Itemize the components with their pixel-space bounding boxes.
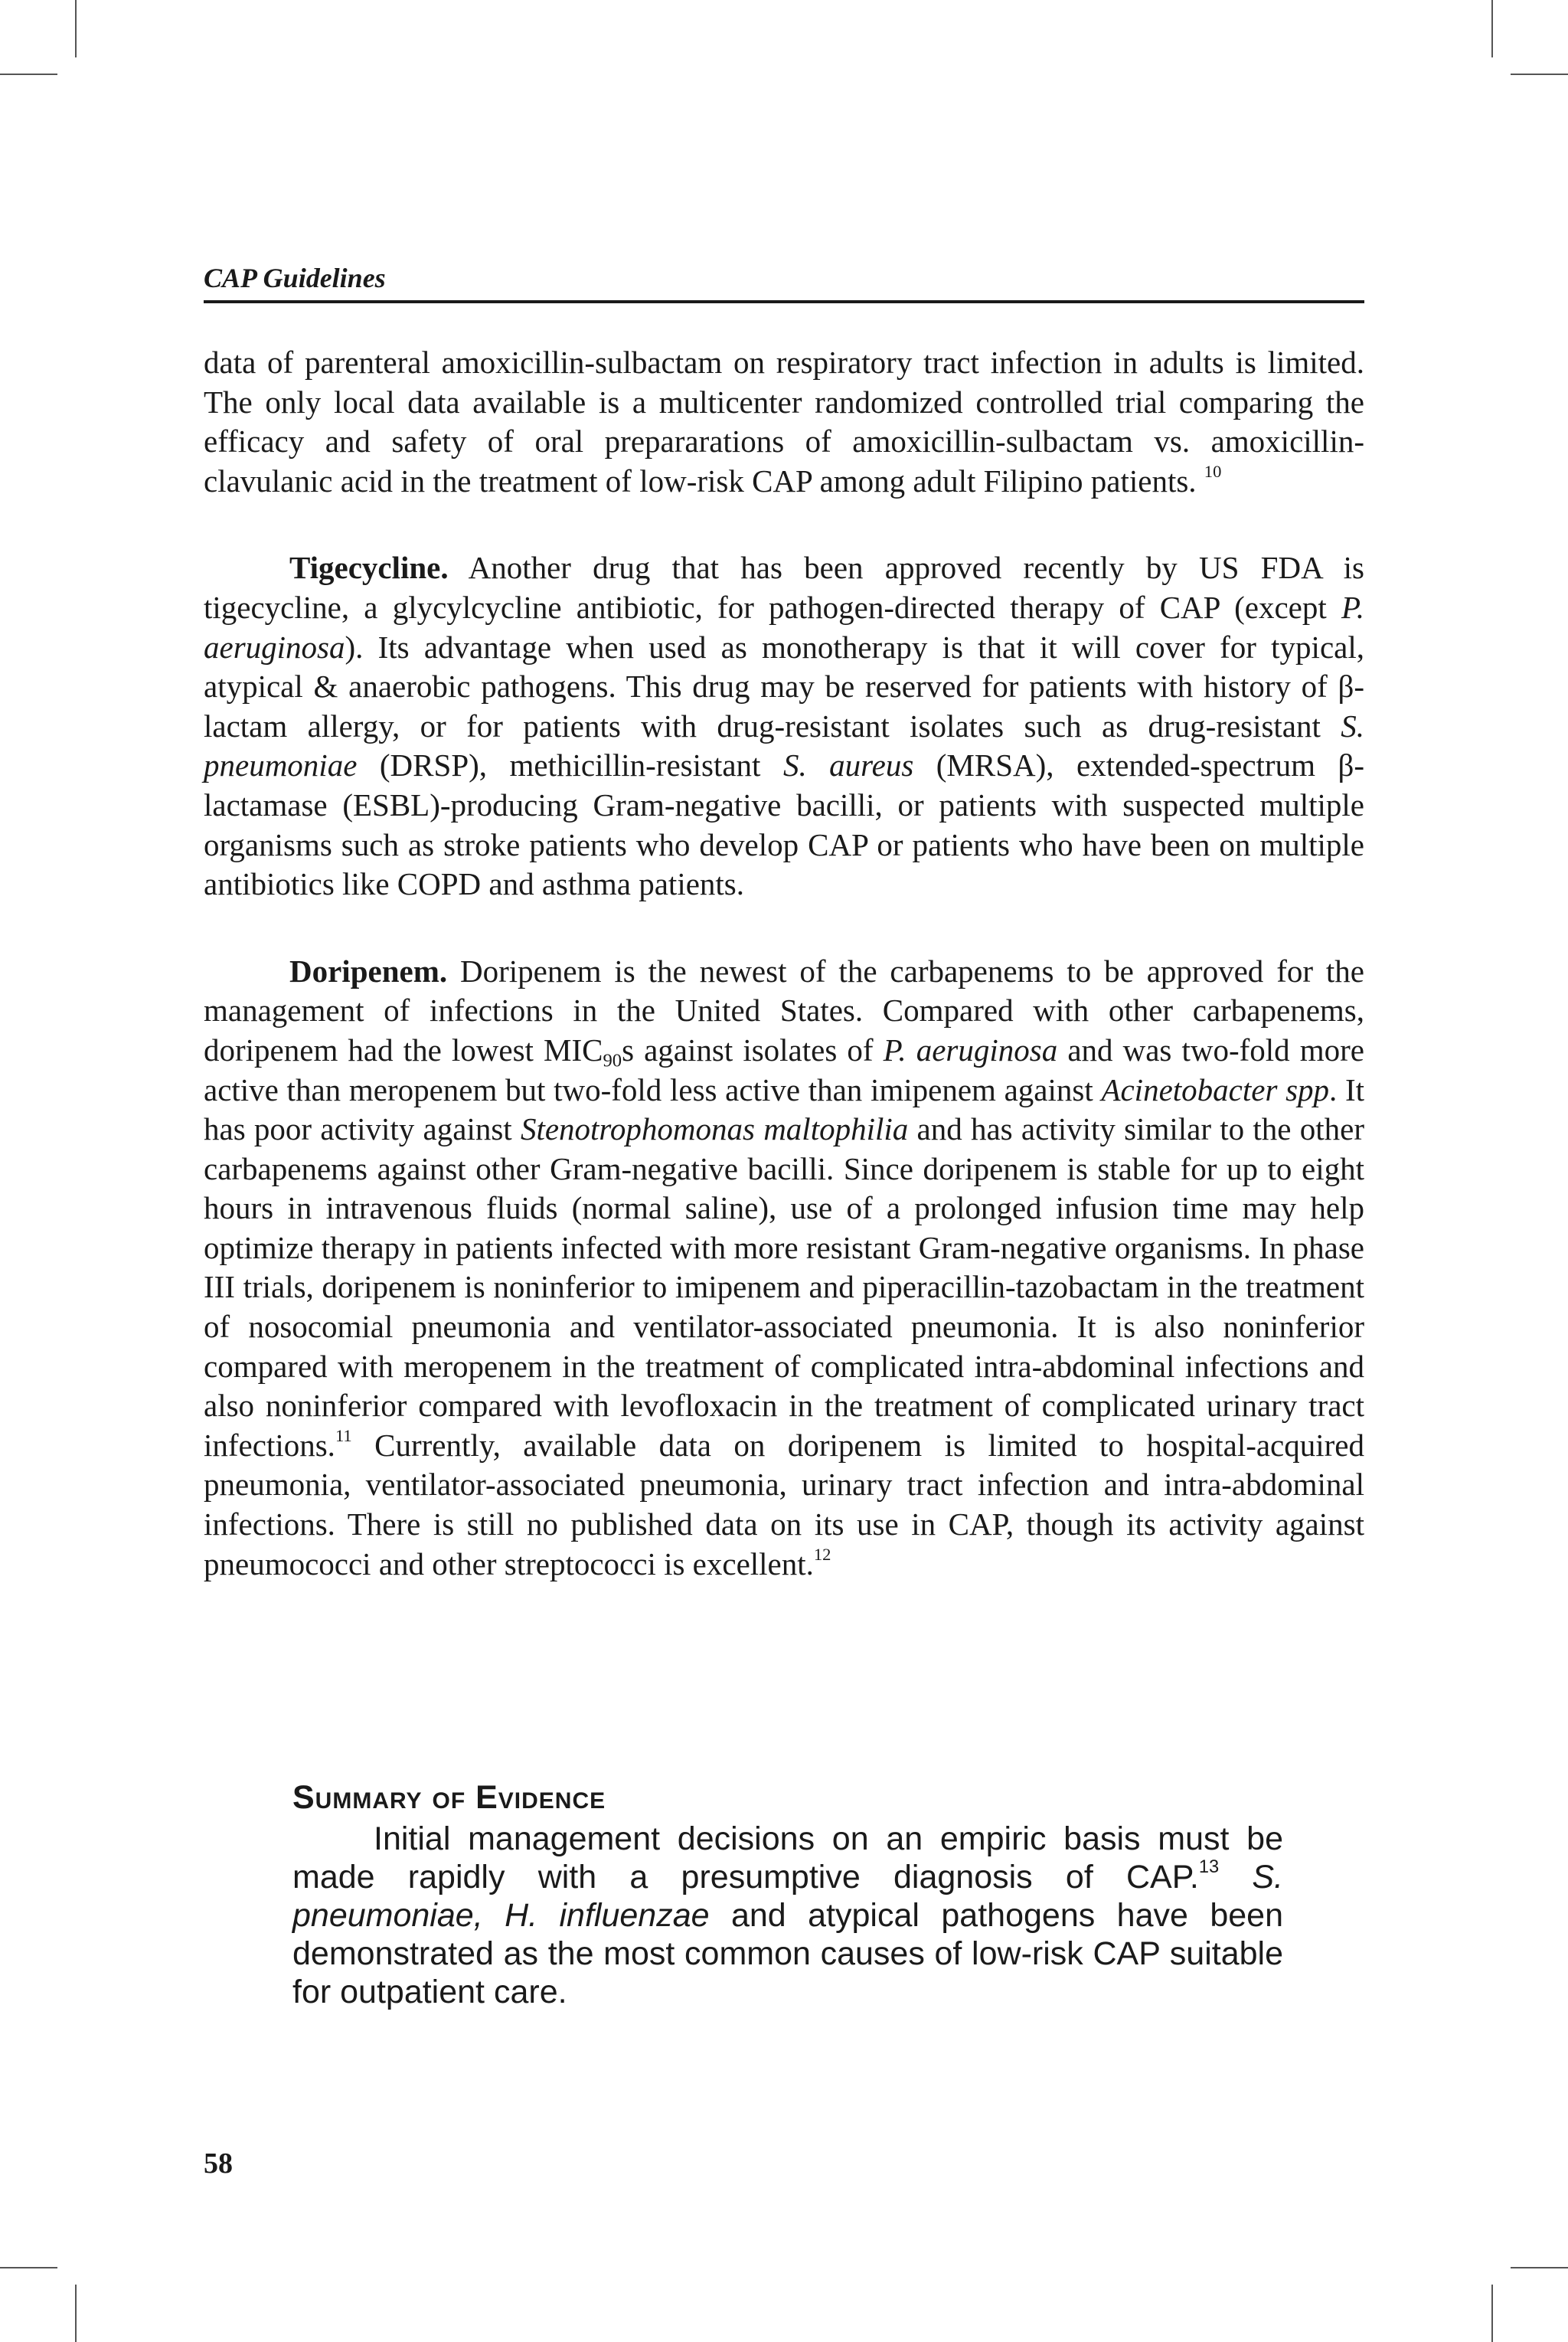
crop-mark — [75, 0, 77, 57]
crop-mark — [1491, 0, 1493, 57]
header-rule — [204, 300, 1364, 303]
reference-11: 11 — [335, 1425, 352, 1445]
paragraph-tigecycline: Tigecycline. Another drug that has been approved recently by US FDA is tigecycline, a glycylcycline antibiotic, for pathogen-directed therapy of CAP (except P. aeruginosa). Its advantage when used as monotherapy is that it will cover for typical, atypical & anaerobic pathogens. This drug may be reserved for patients with history of β-lactam allergy, or for patients with drug-resistant isolates such as drug-resistant S. pneumoniae (DRSP), methicillin-resistant S. aureus (MRSA), extended-spectrum β-lactamase (ESBL)-producing Gram-negative bacilli, or patients with suspected multiple organisms such as stroke patients who develop CAP or patients who have been on multiple antibiotics like COPD and asthma patients. — [204, 550, 1364, 902]
summary-paragraph: Initial management decisions on an empiric basis must be made rapidly with a presumptive diagnosis of CAP.$^{13}$ S. pneumoniae, H. influenzae and atypical pathogens have been demonstrated as the most common causes of low-risk CAP suitable for outpatient care. — [292, 1820, 1283, 2010]
page-number: 58 — [204, 2147, 233, 2180]
paragraph-doripenem: Doripenem. Doripenem is the newest of the carbapenems to be approved for the management of infections in the United States. Compared with other carbapenems, doripenem had the lowest $MIC_{90}s$ against isolates of P. aeruginosa and was two-fold more active than meropenem but two-fold less active than imipenem against Acinetobacter spp. It has poor activity against Stenotrophomonas maltophilia and has activity similar to the other carbapenems against other Gram-negative bacilli. Since doripenem is stable for up to eight hours in intravenous fluids (normal saline), use of a prolonged infusion time may help optimize therapy in patients infected with more resistant Gram-negative organisms. In phase III trials, doripenem is noninferior to imipenem and piperacillin-tazobactam in the treatment of nosocomial pneumonia and ventilator-associated pneumonia. It is also noninferior compared with meropenem in the treatment of complicated intra-abdominal infections and also noninferior compared with levofloxacin in the treatment of complicated urinary tract infections.$^{11}$ Currently, available data on doripenem is limited to hospital-acquired pneumonia, ventilator-associated pneumonia, urinary tract infection and intra-abdominal infections. There is still no published data on its use in CAP, though its activity against pneumococci and other streptococci is excellent.$^{12}$ — [204, 953, 1365, 1582]
tigecycline-heading: Tigecycline. — [289, 550, 449, 586]
crop-mark — [1491, 2285, 1493, 2342]
crop-mark — [0, 74, 57, 75]
doripenem-heading: Doripenem. — [289, 953, 448, 989]
body-text — [204, 343, 1364, 1631]
paragraph-continuation: data of parenteral amoxicillin-sulbactam on respiratory tract infection in adults is limited. The only local data available is a multicenter randomized controlled trial comparing the efficacy and safety of oral prepararations of amoxicillin-sulbactam vs. amoxicillin-clavulanic acid in the treatment of low-risk CAP among adult Filipino patients. $^{10}$ — [204, 345, 1364, 499]
summary-of-evidence — [292, 1778, 1283, 2011]
crop-mark — [1511, 2267, 1568, 2268]
crop-mark — [1511, 74, 1568, 75]
running-head: CAP Guidelines — [204, 263, 386, 293]
reference-12: 12 — [813, 1544, 831, 1564]
summary-heading: Summary of Evidence — [292, 1779, 606, 1816]
crop-mark — [0, 2267, 57, 2268]
reference-13: 13 — [1198, 1856, 1220, 1877]
reference-10: 10 — [1204, 461, 1222, 481]
crop-mark — [75, 2285, 77, 2342]
